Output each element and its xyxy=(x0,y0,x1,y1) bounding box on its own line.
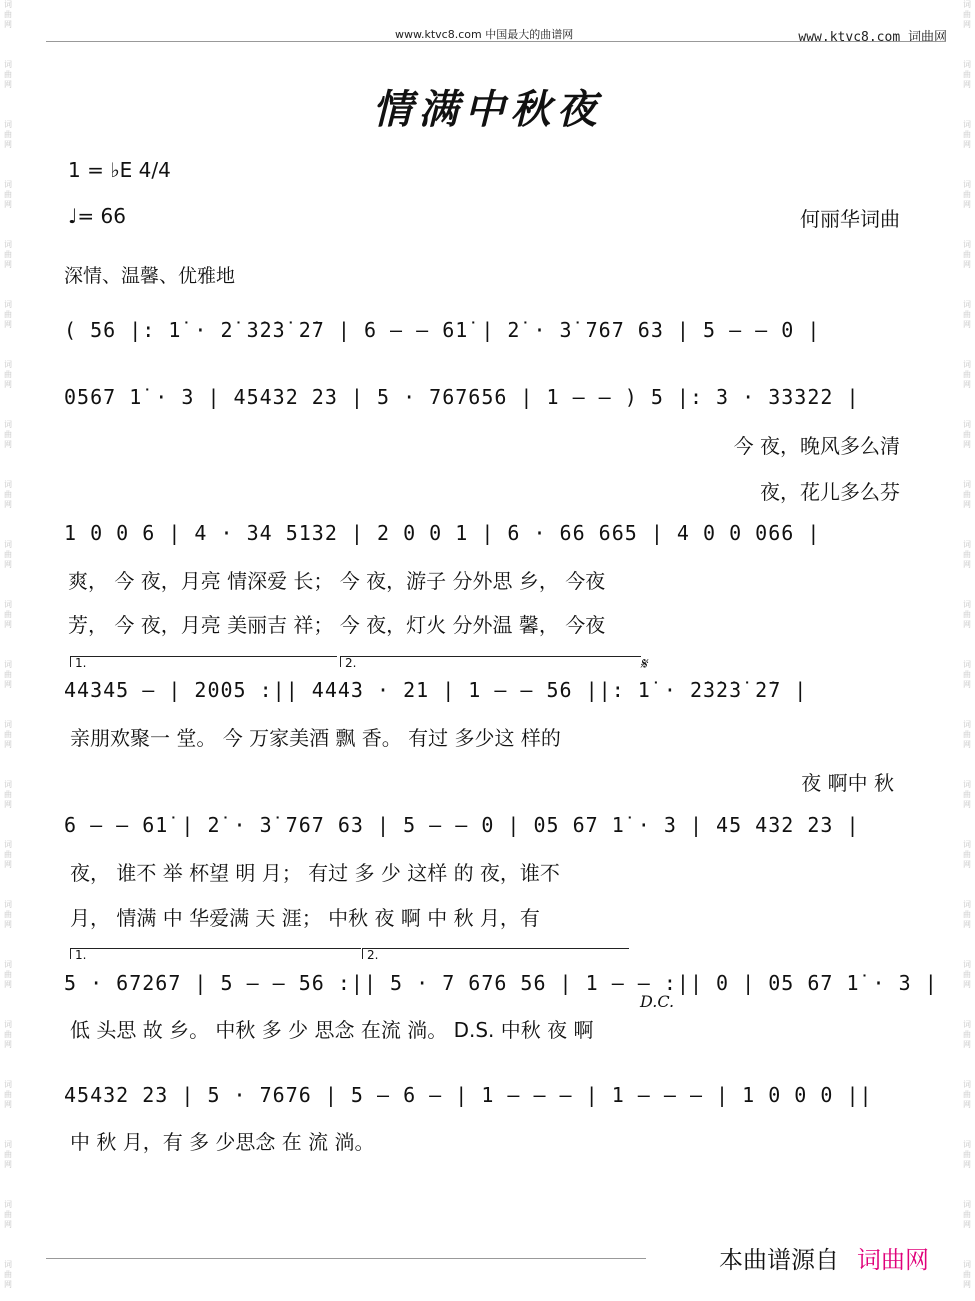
watermark-text: 词 曲 网 xyxy=(4,540,12,569)
notation-row-5: 6 — — 61̇ | 2̇ · 3̇ 767 63 | 5 — — 0 | 05 67 1̇ · 3 | 45 432 23 | xyxy=(64,813,860,837)
watermark-text: 词 曲 网 xyxy=(963,1260,971,1289)
lyric-row-6-verse-1: 低 头思 故 乡。 中秋 多 少 思念 在流 淌。 D.S. 中秋 夜 啊 xyxy=(70,1018,594,1042)
author-credit: 何丽华词曲 xyxy=(800,207,900,231)
key-signature: 1 = ♭E 4/4 xyxy=(68,158,171,182)
header-site-name: 词曲网 xyxy=(907,30,947,45)
watermark-text: 词 曲 网 xyxy=(963,960,971,989)
watermark-text: 词 曲 网 xyxy=(4,660,12,689)
watermark-text: 词 曲 网 xyxy=(963,720,971,749)
watermark-text: 词 曲 网 xyxy=(4,900,12,929)
watermark-text: 词 曲 网 xyxy=(4,480,12,509)
watermark-text: 词 曲 网 xyxy=(4,780,12,809)
watermark-text: 词 曲 网 xyxy=(963,0,971,29)
watermark-text: 词 曲 网 xyxy=(963,60,971,89)
watermark-text: 词 曲 网 xyxy=(4,360,12,389)
watermark-text: 词 曲 网 xyxy=(4,1080,12,1109)
watermark-text: 词 曲 网 xyxy=(963,480,971,509)
watermark-text: 词 曲 网 xyxy=(4,1260,12,1289)
lyric-row-2-verse-1: 今 夜，晚风多么清 xyxy=(733,434,900,458)
lyric-row-3-verse-2: 芳， 今 夜，月亮 美丽吉 祥； 今 夜，灯火 分外温 馨， 今夜 xyxy=(68,613,606,637)
watermark-text: 词 曲 网 xyxy=(4,0,12,29)
lyric-row-5-verse-2: 月， 情满 中 华爱满 天 涯； 中秋 夜 啊 中 秋 月，有 xyxy=(70,906,540,930)
lyric-row-3-verse-1: 爽， 今 夜，月亮 情深爱 长； 今 夜，游子 分外思 乡， 今夜 xyxy=(68,569,606,593)
header-right xyxy=(798,26,947,45)
footer-source xyxy=(719,1240,929,1275)
watermark-text: 词 曲 网 xyxy=(4,840,12,869)
volta-second-ending-1: 2. xyxy=(340,656,641,667)
notation-row-3: 1 0 0 6 | 4 · 34 5132 | 2 0 0 1 | 6 · 66 665 | 4 0 0 066 | xyxy=(64,521,821,545)
lyric-row-4-verse-1: 亲朋欢聚一 堂。 今 万家美酒 飘 香。 有过 多少这 样的 xyxy=(70,726,561,750)
watermark-text: 词 曲 网 xyxy=(4,960,12,989)
watermark-text: 词 曲 网 xyxy=(963,600,971,629)
watermark-text: 词 曲 网 xyxy=(4,300,12,329)
lyric-row-7-verse-1: 中 秋 月，有 多 少思念 在 流 淌。 xyxy=(70,1130,375,1154)
watermark-text: 词 曲 网 xyxy=(963,360,971,389)
watermark-text: 词 曲 网 xyxy=(963,180,971,209)
header-center-text: www.ktvc8.com 中国最大的曲谱网 xyxy=(395,28,574,41)
header-url[interactable]: www.ktvc8.com xyxy=(798,30,901,45)
watermark-text: 词 曲 网 xyxy=(963,240,971,269)
footer-brand-link[interactable]: 词曲网 xyxy=(857,1246,929,1274)
watermark-text: 词 曲 网 xyxy=(4,180,12,209)
watermark-strip-left xyxy=(0,0,16,1301)
watermark-strip-right xyxy=(959,0,975,1301)
watermark-text: 词 曲 网 xyxy=(963,120,971,149)
watermark-text: 词 曲 网 xyxy=(4,600,12,629)
watermark-text: 词 曲 网 xyxy=(963,1140,971,1169)
watermark-text: 词 曲 网 xyxy=(4,720,12,749)
watermark-text: 词 曲 网 xyxy=(4,1200,12,1229)
lyric-row-5-verse-1: 夜， 谁不 举 杯望 明 月； 有过 多 少 这样 的 夜，谁不 xyxy=(70,861,560,885)
watermark-text: 词 曲 网 xyxy=(963,540,971,569)
expression-marking: 深情、温馨、优雅地 xyxy=(64,265,236,287)
watermark-text: 词 曲 网 xyxy=(963,840,971,869)
watermark-text: 词 曲 网 xyxy=(4,120,12,149)
volta-first-ending-2: 1. xyxy=(70,948,361,959)
watermark-text: 词 曲 网 xyxy=(963,660,971,689)
notation-row-6: 5 · 67267 | 5 — — 56 :|| 5 · 7 676 56 | 1 — — :|| 0 | 05 67 1̇ · 3 | xyxy=(64,971,938,995)
notation-row-7: 45432 23 | 5 · 7676 | 5 — 6 — | 1 — — — | 1 — — — | 1 0 0 0 || xyxy=(64,1083,873,1107)
lyric-row-2-verse-2: 夜，花儿多么芬 xyxy=(760,480,900,504)
song-title: 情满中秋夜 xyxy=(372,86,603,133)
footer-divider xyxy=(46,1258,646,1259)
watermark-text: 词 曲 网 xyxy=(963,900,971,929)
watermark-text: 词 曲 网 xyxy=(4,1020,12,1049)
watermark-text: 词 曲 网 xyxy=(963,420,971,449)
watermark-text: 词 曲 网 xyxy=(4,1140,12,1169)
da-capo-mark: D.C. xyxy=(640,992,675,1011)
watermark-text: 词 曲 网 xyxy=(963,780,971,809)
notation-row-4: 44345 — | 2005 :|| 4443 · 21 | 1 — — 56 ||: 1̇ · 2̇3̇2̇3̇ 2̇7 | xyxy=(64,678,808,702)
watermark-text: 词 曲 网 xyxy=(963,300,971,329)
watermark-text: 词 曲 网 xyxy=(963,1020,971,1049)
notation-row-2: 0567 1̇ · 3 | 45432 23 | 5 · 767656 | 1 — — ) 5 |: 3 · 33322 | xyxy=(64,385,860,409)
watermark-text: 词 曲 网 xyxy=(963,1080,971,1109)
tempo-marking: ♩= 66 xyxy=(68,204,126,228)
notation-row-1: ( 56 |: 1̇ · 2̇ 3̇2̇3̇ 2̇7 | 6 — — 61̇ | 2̇ · 3̇ 767 63 | 5 — — 0 | xyxy=(64,318,821,342)
watermark-text: 词 曲 网 xyxy=(4,240,12,269)
lyric-row-4-verse-2: 夜 啊中 秋 xyxy=(801,771,894,795)
segno-mark: 𝄋 xyxy=(640,654,647,673)
watermark-text: 词 曲 网 xyxy=(4,60,12,89)
footer-source-text: 本曲谱源自 xyxy=(719,1246,839,1274)
watermark-text: 词 曲 网 xyxy=(4,420,12,449)
volta-first-ending-1: 1. xyxy=(70,656,337,667)
watermark-text: 词 曲 网 xyxy=(963,1200,971,1229)
volta-second-ending-2: 2. xyxy=(362,948,629,959)
header-divider xyxy=(46,41,946,42)
